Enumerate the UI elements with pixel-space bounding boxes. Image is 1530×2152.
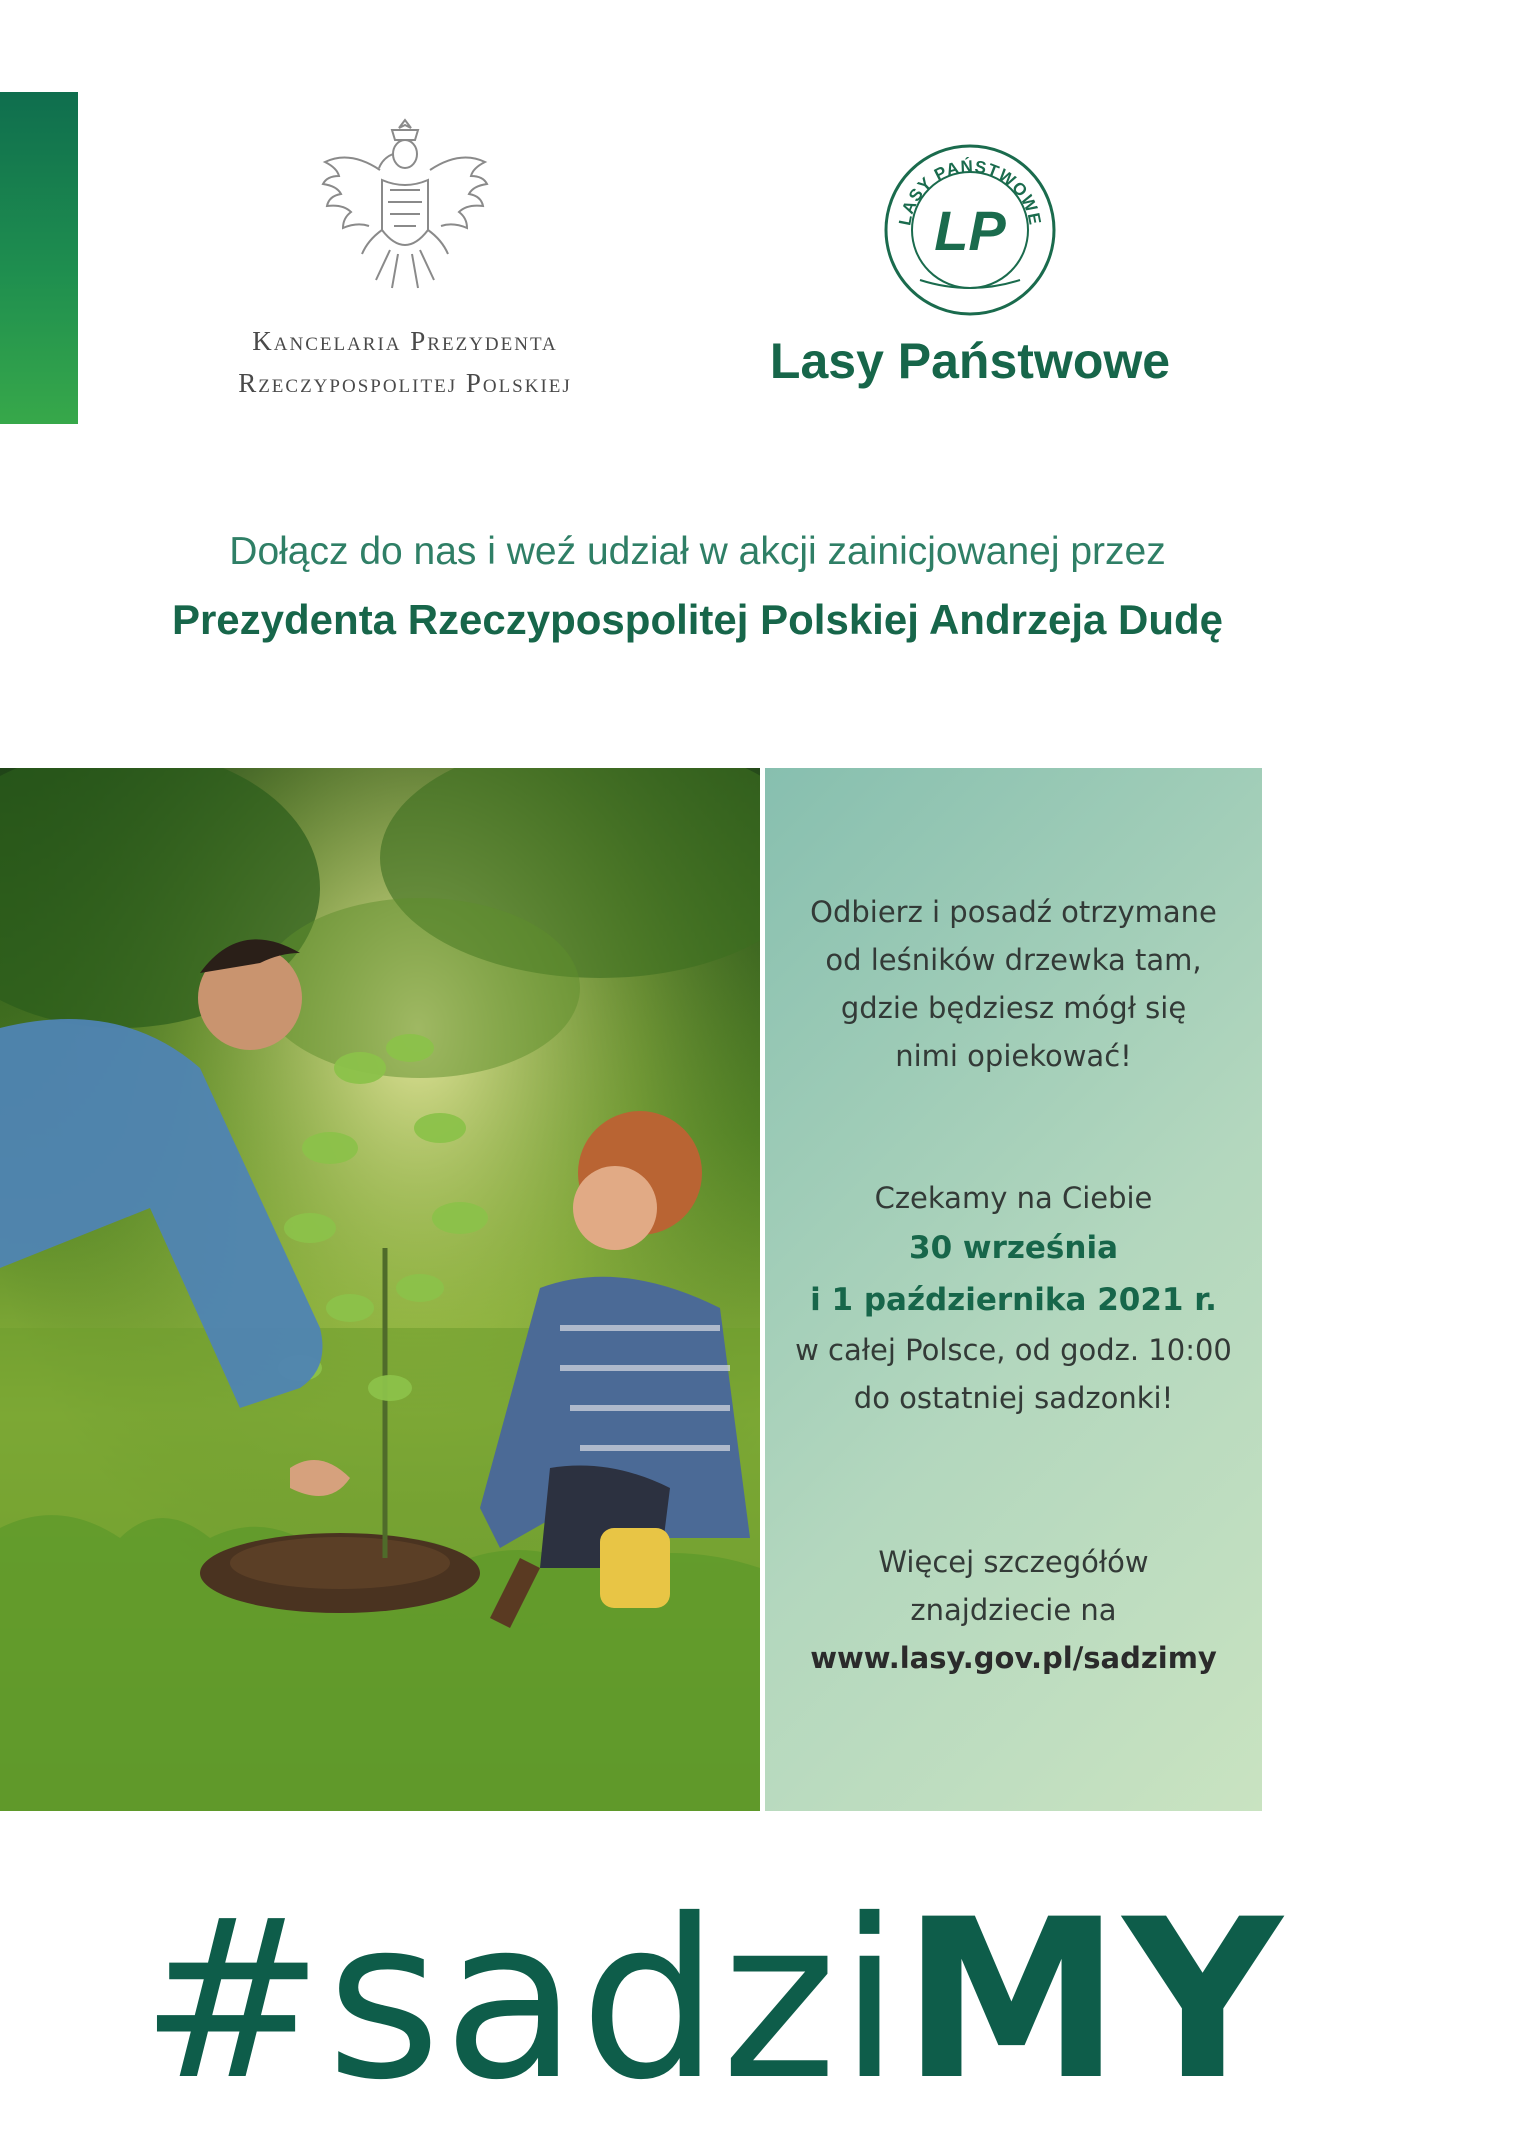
- info-paragraph-date: [765, 1174, 1262, 1422]
- info-date-line1: 30 września: [909, 1230, 1118, 1266]
- intro-line2: Prezydenta Rzeczypospolitej Polskiej Andrzeja Dudę: [171, 596, 1224, 643]
- emblem-ring-text: LASY PAŃSTWOWE: [895, 156, 1045, 228]
- kancelaria-line1: Kancelaria Prezydenta: [252, 326, 558, 356]
- intro-line1: Dołącz do nas i weź udział w akcji zainicjowanej przez: [229, 530, 1166, 573]
- intro-text: [0, 530, 1395, 644]
- kancelaria-line2: Rzeczypospolitej Polskiej: [238, 368, 572, 398]
- info-url: www.lasy.gov.pl/sadzimy: [810, 1641, 1217, 1675]
- tree-planting-photo: [0, 768, 760, 1811]
- white-eagle-emblem-icon: [320, 110, 490, 300]
- hashtag-prefix: #sadzi: [140, 1872, 903, 2128]
- kancelaria-logo: [160, 110, 650, 404]
- info-where-line1: w całej Polsce, od godz. 10:00: [795, 1333, 1232, 1367]
- lasy-panstwowe-name: Lasy Państwowe: [769, 333, 1171, 389]
- info-wait: Czekamy na Ciebie: [874, 1181, 1153, 1215]
- info-paragraph-planting: [765, 888, 1262, 1080]
- info-panel: [765, 768, 1262, 1811]
- info-p1-line3: gdzie będziesz mógł się: [840, 991, 1187, 1025]
- info-more-line2: znajdziecie na: [910, 1593, 1117, 1627]
- info-p1-line2: od leśników drzewka tam,: [825, 943, 1202, 977]
- info-more-line1: Więcej szczegółów: [878, 1545, 1149, 1579]
- info-paragraph-more: [765, 1538, 1262, 1682]
- tree-planting-illustration: [0, 768, 760, 1811]
- info-date-line2: i 1 października 2021 r.: [810, 1282, 1217, 1318]
- info-p1-line4: nimi opiekować!: [895, 1039, 1132, 1073]
- hashtag-sadzimy: [140, 1872, 1285, 2128]
- hashtag-suffix: MY: [902, 1872, 1285, 2128]
- lasy-panstwowe-emblem-icon: [880, 140, 1060, 320]
- emblem-initials: LP: [934, 199, 1006, 262]
- info-where-line2: do ostatniej sadzonki!: [853, 1381, 1174, 1415]
- lasy-panstwowe-logo: [740, 140, 1200, 390]
- accent-bar: [0, 92, 78, 424]
- info-p1-line1: Odbierz i posadź otrzymane: [810, 895, 1217, 929]
